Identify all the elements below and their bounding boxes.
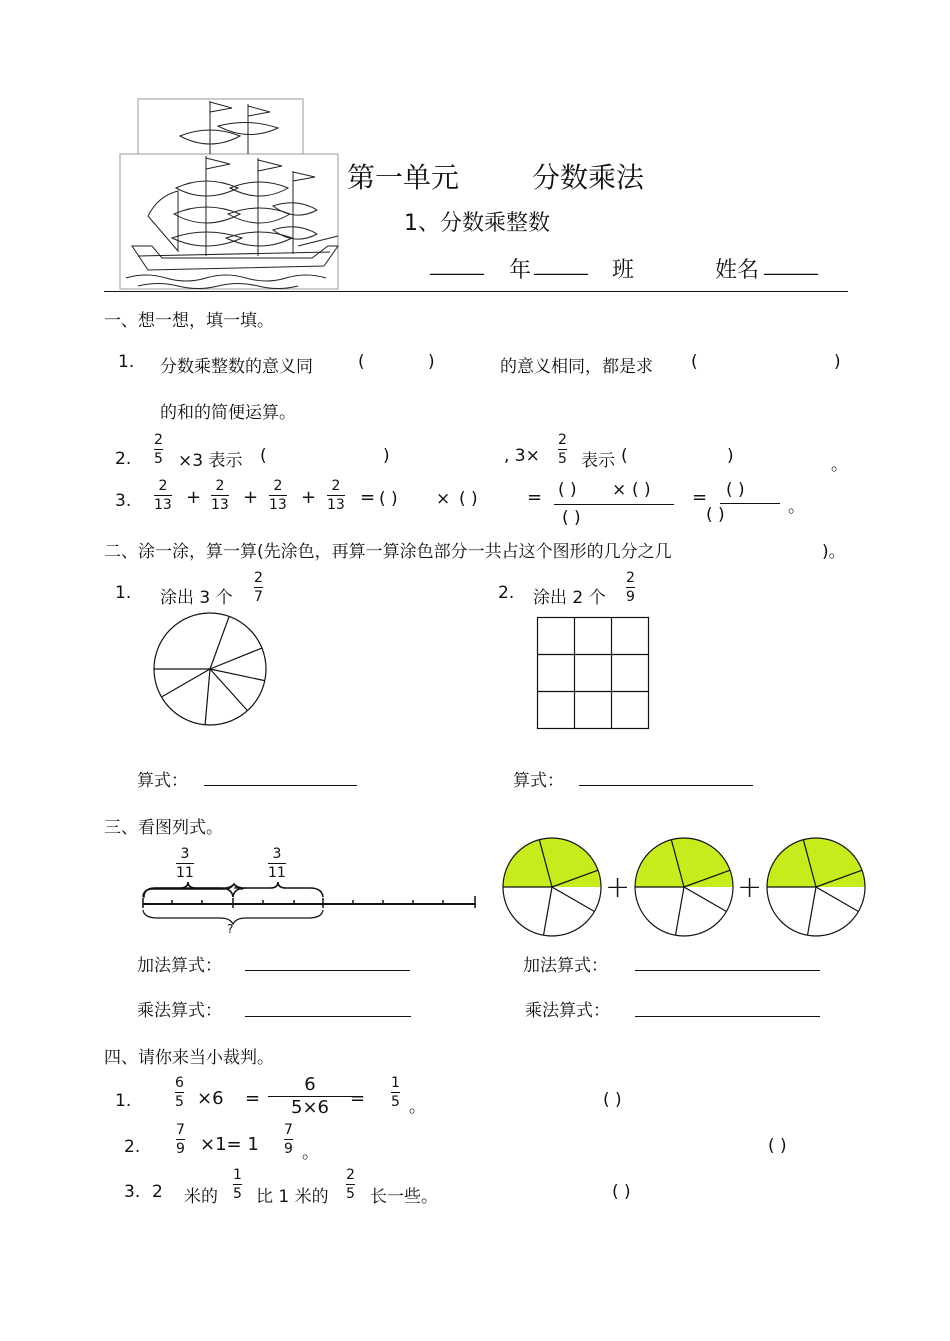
q3-fraction-4: 2 13 [327,478,345,513]
circle-divided-into-7-parts[interactable] [152,610,272,730]
q1-number: 1. [118,352,135,372]
s3-mul-blank-2[interactable] [635,1016,820,1017]
class-blank[interactable]: ______ [534,255,588,276]
section4-heading: 四、请你来当小裁判。 [104,1048,274,1068]
q3-equals-2: = [527,487,543,508]
s4-q2-fraction-1: 7 9 [176,1122,185,1157]
s4-q3-lead: 2 [152,1182,163,1202]
q3-equals-1: = [360,487,376,508]
q2-end: 。 [831,455,848,475]
s4-q1-judge[interactable]: ( ) [603,1090,622,1110]
pie-divider [816,887,858,912]
pie-shaded-sector [767,838,865,887]
segment-label-2: 3 11 [268,846,286,881]
shaded-pie-charts [500,834,880,944]
section1-heading: 一、想一想，填一填。 [104,311,274,331]
s4-q1-number: 1. [115,1091,132,1111]
pie-divider [684,887,726,912]
q3-plus-1: + [186,487,202,508]
circle7-divider [210,648,262,669]
q1-paren-open-2: ( [691,352,698,372]
q3-plus-2: + [243,487,259,508]
s2-q1-fraction: 2 7 [254,570,263,605]
pie-divider [543,887,552,935]
unit-name: 分数乘法 [532,161,645,194]
s3-mul-label-2: 乘法算式： [525,1001,610,1021]
class-label: 班 [612,258,635,283]
q3-paren-4: ( ) [632,480,651,500]
segment-label-1: 3 11 [176,846,194,881]
q3-paren-3: ( ) [558,480,577,500]
pie-plus-1: + [605,870,631,905]
s4-q1-big-fraction: 6 5×6 [268,1075,352,1118]
s4-q2-expr: ×1= 1 [200,1134,259,1155]
s4-q1-end: 。 [409,1097,426,1117]
q3-fraction-bar-2 [720,503,780,504]
s2-formula-blank-1[interactable] [204,785,357,786]
q3-fraction-1: 2 13 [154,478,172,513]
section2-heading-end: )。 [822,542,846,562]
s4-q1-fraction-2: 1 5 [391,1075,400,1110]
circle7-divider [210,616,229,669]
s4-q1-equals-1: = [245,1088,261,1109]
pie-divider [807,887,816,935]
grid-3x3[interactable] [537,617,651,731]
q3-fraction-3: 2 13 [269,478,287,513]
s4-q2-fraction-2: 7 9 [284,1122,293,1157]
s4-q1-times6: ×6 [197,1088,224,1109]
q3-paren-7: ( ) [706,505,725,525]
s2-formula-label-2: 算式： [513,771,564,791]
pie-shaded-sector [635,838,733,887]
s4-q3-judge[interactable]: ( ) [612,1182,631,1202]
s2-formula-label-1: 算式： [137,771,188,791]
q3-paren-2: ( ) [459,489,478,509]
unit-title: 第一单元 [347,161,460,194]
s2-q1-number: 1. [115,583,132,603]
q3-equals-3: = [692,487,708,508]
lesson-title: 1、分数乘整数 [404,211,550,236]
q2-number: 2. [115,449,132,469]
name-label: 姓名 [715,258,760,283]
s3-add-blank-1[interactable] [245,970,410,971]
s4-q3-text-a: 米的 [184,1187,218,1207]
s4-q3-fraction-2: 2 5 [346,1167,355,1202]
section2-heading: 二、涂一涂，算一算(先涂色，再算一算涂色部分一共占这个图形的几分之几 [104,542,672,562]
q1-text-c: 的和的简便运算。 [160,403,296,423]
pie-divider [675,887,684,935]
s4-q1-equals-2: = [350,1088,366,1109]
s2-q2-number: 2. [498,583,515,603]
circle7-divider [162,669,210,697]
header-divider [104,291,848,292]
q1-text-a: 分数乘整数的意义同 [160,357,313,377]
s3-mul-blank-1[interactable] [245,1016,411,1017]
name-blank[interactable]: ______ [764,255,818,276]
s3-add-label-2: 加法算式： [523,956,608,976]
s4-q2-number: 2. [124,1137,141,1157]
q3-fraction-bar-1 [554,504,674,505]
number-line-diagram [140,884,480,934]
pie-shaded-sector [503,838,601,887]
q3-times-1: × [436,489,451,509]
section3-heading: 三、看图列式。 [104,818,223,838]
grade-blank[interactable]: ______ [430,255,484,276]
q1-paren-close-1: ) [428,352,435,372]
q3-number: 3. [115,491,132,511]
q1-text-b: 的意义相同，都是求 [500,357,653,377]
question-mark: ? [227,922,234,936]
s4-q3-text-b: 比 1 米的 [256,1187,329,1207]
s2-q1-text: 涂出 3 个 [160,588,233,608]
pie-plus-2: + [737,870,763,905]
q2-times3: ×3 表示 [178,451,243,471]
q3-paren-5: ( ) [562,508,581,528]
q2-paren-open-1: ( [260,446,267,466]
q3-end: 。 [788,497,805,517]
q3-fraction-2: 2 13 [211,478,229,513]
q2-paren-close-1: ) [383,446,390,466]
sailing-ship-illustration [118,96,338,296]
s2-formula-blank-2[interactable] [579,785,753,786]
q3-plus-3: + [301,487,317,508]
q2-comma3x: , 3× [504,446,540,466]
q3-times-2: × [612,480,627,500]
q3-paren-1: ( ) [379,489,398,509]
s3-mul-label-1: 乘法算式： [137,1001,222,1021]
circle7-divider [205,669,210,725]
q2-fraction-2: 2 5 [558,432,567,467]
s4-q1-fraction-1: 6 5 [175,1075,184,1110]
s4-q3-fraction-1: 1 5 [233,1167,242,1202]
s4-q3-text-c: 长一些。 [370,1187,438,1207]
s4-q2-end: 。 [302,1143,319,1163]
pie-divider [552,887,594,912]
s2-q2-fraction: 2 9 [626,570,635,605]
q2-fraction-1: 2 5 [154,432,163,467]
q1-paren-close-2: ) [834,352,841,372]
s3-add-label-1: 加法算式： [137,956,222,976]
q2-paren-close-2: ) [727,446,734,466]
q2-biaoshi: 表示 [581,451,615,471]
q3-paren-6: ( ) [726,480,745,500]
q1-paren-open-1: ( [358,352,365,372]
s3-add-blank-2[interactable] [635,970,820,971]
s2-q2-text: 涂出 2 个 [533,588,606,608]
grade-label: 年 [509,258,532,283]
q2-paren-open-2: ( [621,446,628,466]
s4-q2-judge[interactable]: ( ) [768,1136,787,1156]
s4-q3-number: 3. [124,1182,141,1202]
